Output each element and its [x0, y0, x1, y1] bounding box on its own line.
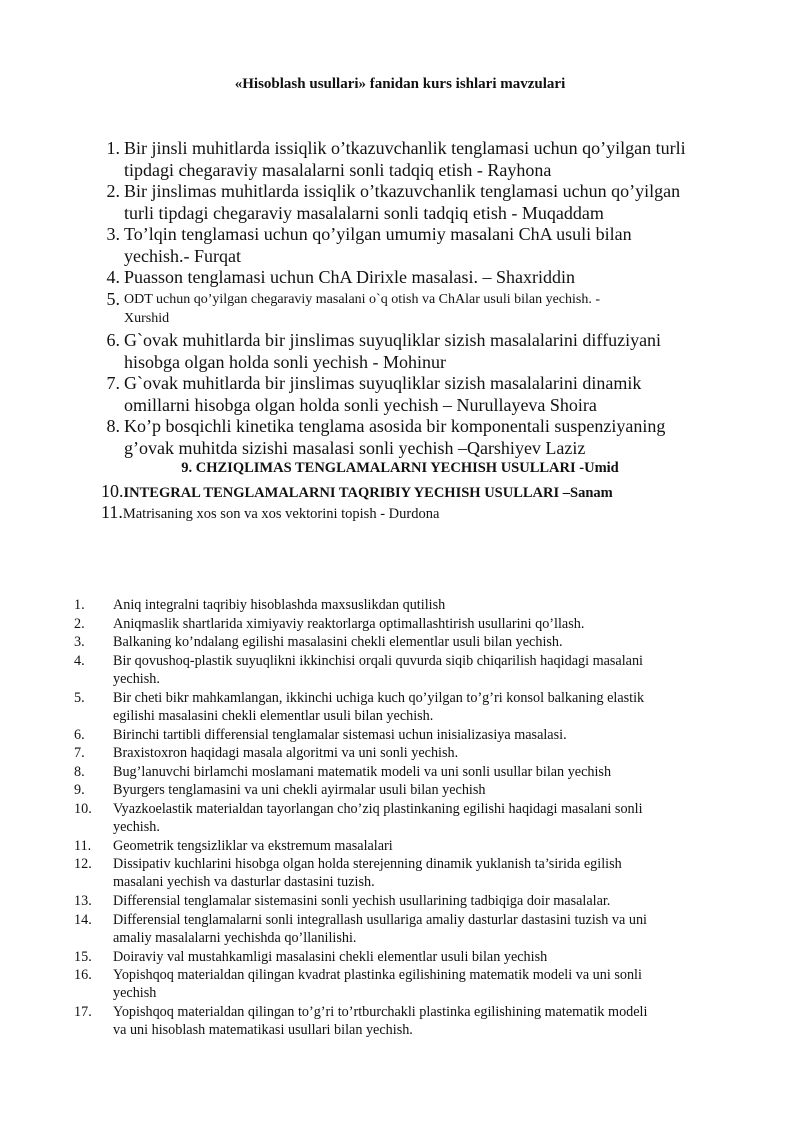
item-line: g’ovak muhitda sizishi masalasi sonli yechish –Qarshiyev Laziz: [124, 437, 586, 458]
item-line: Geometrik tengsizliklar va ekstremum masalalari: [113, 837, 393, 854]
item-line: amaliy masalalarni yechishda qo’llanilishi.: [113, 929, 357, 946]
item-number: 13.: [74, 893, 92, 909]
item-line: tipdagi chegaraviy masalalarni sonli tadqiq etish - Rayhona: [124, 159, 552, 180]
bottom-list-item-8: [74, 763, 725, 781]
item-line: Balkaning ko’ndalang egilishi masalasini chekli elementlar usuli bilan yechish.: [113, 634, 563, 650]
item-number: 5.: [74, 689, 85, 706]
item-line: turli tipdagi chegaraviy masalalarni sonli tadqiq etish - Muqaddam: [124, 202, 604, 223]
bottom-list-item-11: [74, 837, 725, 855]
top-list-item-9: 9. CHZIQLIMAS TENGLAMALARNI YECHISH USULLARI -Umid: [181, 460, 619, 476]
document-title: «Hisoblash usullari» fanidan kurs ishlari mavzulari: [234, 76, 566, 92]
item-number: 2.: [74, 615, 85, 632]
item-line: Doiraviy val mustahkamligi masalasini chekli elementlar usuli bilan yechish: [113, 948, 548, 965]
item-number: 16.: [74, 967, 92, 983]
item-number: 8.: [74, 763, 85, 780]
bottom-list-item-10: [74, 800, 725, 837]
item-line: Aniqmaslik shartlarida ximiyaviy reaktorlarga optimallashtirish usullarini qo’llash.: [113, 615, 585, 632]
top-list-item-5: [106, 289, 724, 328]
item-number: 17.: [74, 1004, 92, 1020]
item-line: Puasson tenglamasi uchun ChA Dirixle masalasi. – Shaxriddin: [124, 267, 575, 287]
item-line: Braxistoxron haqidagi masala algoritmi va uni sonli yechish.: [113, 745, 459, 761]
item-number: 10.: [74, 800, 92, 817]
item-line: Ko’p bosqichli kinetika tenglama asosida bir komponentali suspenziyaning: [124, 416, 666, 436]
item-line: Bir jinsli muhitlarda issiqlik o’tkazuvchanlik tenglamasi uchun qo’yilgan turli: [124, 138, 686, 158]
item-number: 3.: [74, 634, 85, 650]
bottom-list-item-14: [74, 911, 725, 948]
item-line: Bir cheti bikr mahkamlangan, ikkinchi uchiga kuch qo’yilgan to’g’ri konsol balkaning elastik: [113, 689, 645, 706]
item-number: 2.: [106, 181, 120, 201]
item-number: 9.: [74, 782, 85, 798]
bottom-list-item-16: [74, 966, 725, 1003]
item-number: 7.: [106, 373, 120, 393]
item-text: INTEGRAL TENGLAMALARNI TAQRIBIY YECHISH USULLARI –Sanam: [123, 485, 613, 501]
item-number: 11.: [101, 502, 123, 522]
item-number: 15.: [74, 948, 92, 965]
item-line: yechish.- Furqat: [124, 245, 241, 266]
item-number: 11.: [74, 837, 92, 854]
bottom-list-item-4: [74, 652, 725, 689]
top-list-item-3: [106, 224, 724, 267]
item-line: Differensial tenglamalarni sonli integrallash usullariga amaliy dasturlar dastasini tuzish va uni: [113, 911, 647, 928]
bottom-list-item-2: [74, 615, 725, 633]
item-number: 1.: [74, 597, 85, 613]
item-number: 10.: [101, 481, 124, 501]
item-number: 6.: [74, 726, 85, 743]
item-line: Xurshid: [124, 311, 170, 326]
top-list-item-8: [106, 416, 724, 459]
item-line: Bug’lanuvchi birlamchi moslamani matematik modeli va uni sonli usullar bilan yechish: [113, 763, 612, 780]
bottom-list-item-13: [74, 892, 725, 910]
item-line: G`ovak muhitlarda bir jinslimas suyuqliklar sizish masalalarini diffuziyani: [124, 330, 662, 350]
item-line: Aniq integralni taqribiy hisoblashda maxsuslikdan qutilish: [113, 597, 446, 613]
item-line: egilishi masalasini chekli elementlar usuli bilan yechish.: [113, 707, 434, 724]
item-number: 6.: [106, 330, 120, 350]
top-list-item-1: [106, 138, 724, 181]
bottom-list-item-7: [74, 744, 725, 762]
item-number: 1.: [106, 138, 120, 158]
top-list-item-4: [106, 267, 724, 289]
bottom-list-item-3: [74, 633, 725, 651]
bottom-list-item-12: [74, 855, 725, 892]
bottom-list-item-9: [74, 781, 725, 799]
top-list-item-7: [106, 373, 724, 416]
item-number: 5.: [106, 289, 120, 309]
item-line: yechish.: [113, 818, 160, 835]
item-line: va uni hisoblash matematikasi usullari bilan yechish.: [113, 1022, 413, 1039]
item-line: omillarni hisobga olgan holda sonli yechish – Nurullayeva Shoira: [124, 394, 597, 415]
item-number: 8.: [106, 416, 120, 436]
item-line: Byurgers tenglamasini va uni chekli ayirmalar usuli bilan yechish: [113, 782, 486, 798]
item-line: G`ovak muhitlarda bir jinslimas suyuqliklar sizish masalalarini dinamik: [124, 373, 642, 393]
item-line: Yopishqoq materialdan qilingan to’g’ri to’rtburchakli plastinka egilishining matematik modeli: [113, 1004, 648, 1020]
item-line: Dissipativ kuchlarini hisobga olgan holda sterejenning dinamik yuklanish ta’sirida egilish: [113, 856, 622, 872]
bottom-list-item-5: [74, 689, 725, 726]
item-line: hisobga olgan holda sonli yechish - Mohinur: [124, 351, 446, 372]
bottom-list-item-1: [74, 596, 725, 614]
bottom-list-item-6: [74, 726, 725, 744]
bottom-list-item-15: [74, 948, 725, 966]
item-number: 7.: [74, 745, 85, 761]
item-line: Vyazkoelastik materialdan tayorlangan cho’ziq plastinkaning egilishi haqidagi masalani sonli: [113, 800, 643, 817]
item-line: To’lqin tenglamasi uchun qo’yilgan umumiy masalani ChA usuli bilan: [124, 224, 632, 244]
item-line: Bir qovushoq-plastik suyuqlikni ikkinchisi orqali quvurda siqib chiqarilish haqidagi masalani: [113, 652, 643, 669]
item-line: masalani yechish va dasturlar dastasini tuzish.: [113, 874, 375, 891]
item-line: Bir jinslimas muhitlarda issiqlik o’tkazuvchanlik tenglamasi uchun qo’yilgan: [124, 181, 681, 201]
top-list-item-11: [101, 502, 439, 523]
item-line: Yopishqoq materialdan qilingan kvadrat plastinka egilishining matematik modeli va uni sonli: [113, 967, 642, 983]
item-text: Matrisaning xos son va xos vektorini topish - Durdona: [122, 506, 440, 522]
bottom-list-item-17: [74, 1003, 725, 1040]
item-number: 12.: [74, 856, 92, 872]
top-list-item-10: [101, 481, 613, 502]
top-list-item-2: [106, 181, 724, 224]
item-number: 3.: [106, 224, 120, 244]
item-line: yechish: [113, 985, 157, 1002]
item-number: 14.: [74, 911, 92, 928]
item-number: 4.: [74, 652, 85, 669]
item-line: yechish.: [113, 670, 160, 687]
item-number: 4.: [106, 267, 120, 287]
item-line: ODT uchun qo’yilgan chegaraviy masalani o`q otish va ChAlar usuli bilan yechish. -: [124, 292, 601, 307]
item-line: Birinchi tartibli differensial tenglamalar sistemasi uchun inisializasiya masalasi.: [113, 726, 567, 743]
item-line: Differensial tenglamalar sistemasini sonli yechish usullarining tadbiqiga doir masalalar.: [113, 893, 611, 909]
top-list-item-6: [106, 330, 724, 373]
